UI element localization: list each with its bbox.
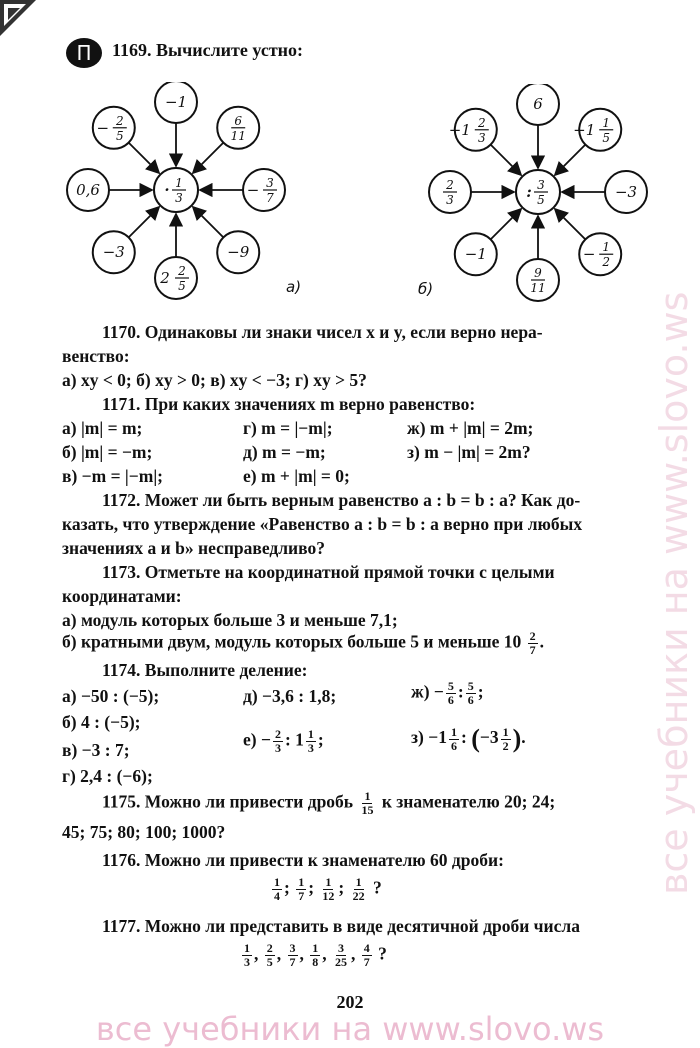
task-1174-line1: 1174. Выполните деление:: [102, 660, 308, 680]
task-1171-r3c2: е) m + |m| = 0;: [243, 466, 350, 486]
task-1171-r1c1: а) |m| = m;: [62, 418, 143, 438]
diagram-b-outer-label-0: [533, 95, 543, 113]
diagram-a-arrow-1: [193, 143, 223, 173]
diagram-a-outer-label-3: [227, 243, 250, 261]
task-1177-fractions: $\frac{1}{3}$ , $\frac{2}{5}$ , $\frac{3}{7}$ , $\frac{1}{8}$ , $\frac{3}{25}$ , $\frac{4}{7}$ ?: [244, 941, 387, 969]
diagram-b-arrow-3: [555, 209, 585, 239]
diagram-a: [66, 82, 286, 302]
svg-text:3: 3: [175, 191, 183, 205]
task-1174-e: е) − $\frac{2}{3}$ : 1 $\frac{1}{3}$ ;: [243, 727, 324, 755]
svg-text:2: 2: [477, 115, 486, 130]
task-1176-line1: 1176. Можно ли привести к знаменателю 60 дроби:: [102, 850, 504, 870]
svg-text:−: −: [96, 118, 110, 137]
svg-text:−: −: [582, 245, 596, 264]
task-1170-line1: 1170. Одинаковы ли знаки чисел x и y, если верно нера-: [102, 322, 543, 342]
task-1172-line2: казать, что утверждение «Равенство a : b = b : a верно при любых: [62, 514, 583, 534]
task-1174-v: в) −3 : 7;: [62, 740, 130, 760]
task-1174-g: г) 2,4 : (−6);: [62, 766, 153, 786]
task-number: 1169.: [112, 40, 152, 60]
diagram-b-outer-label-2: [615, 183, 637, 201]
fraction: $\frac{2}{7}$: [529, 629, 536, 657]
task-1173-line4: б) кратными двум, модуль которых больше 5 и меньше 10 $\frac{2}{7}$ .: [62, 629, 545, 657]
task-1174-zh: ж) − $\frac{5}{6}$ : $\frac{5}{6}$ ;: [411, 679, 484, 707]
svg-text:−3: −3: [102, 243, 125, 262]
task-1177-line1: 1177. Можно ли представить в виде десятичной дроби числа: [102, 916, 580, 936]
task-1173-line4-text: б) кратными двум, модуль которых больше 5 и меньше 10: [62, 631, 522, 652]
task-1171-r1c2: г) m = |−m|;: [243, 418, 333, 438]
svg-text:·: ·: [164, 181, 170, 199]
task-1171-line1: 1171. При каких значениях m верно равенство:: [102, 394, 476, 414]
svg-text:2: 2: [602, 255, 611, 270]
svg-text:1: 1: [175, 176, 183, 190]
task-1172-line1: 1172. Может ли быть верным равенство a : b = b : a? Как до-: [102, 490, 581, 510]
svg-text:5: 5: [602, 130, 611, 145]
svg-text:−3: −3: [614, 183, 638, 201]
diagram-a-outer-label-0: [165, 93, 187, 111]
svg-text:5: 5: [537, 193, 545, 207]
svg-text:1: 1: [602, 240, 611, 255]
svg-text:3: 3: [537, 178, 545, 192]
diagram-a-arrow-3: [193, 207, 223, 237]
svg-text:1: 1: [602, 115, 611, 130]
svg-text:−9: −9: [227, 243, 250, 262]
diagram-b-arrow-5: [491, 209, 521, 239]
svg-text:2: 2: [446, 178, 454, 192]
svg-text:9: 9: [534, 266, 542, 280]
task-1175-line1: 1175. Можно ли привести дробь $\frac{1}{15}$ к знаменателю 20; 24;: [102, 789, 556, 817]
svg-text:6: 6: [234, 113, 243, 128]
task-1173-line3: а) модуль которых больше 3 и меньше 7,1;: [62, 610, 398, 630]
svg-text::: :: [526, 183, 532, 201]
task-1171-r2c3: з) m − |m| = 2m?: [407, 442, 531, 462]
svg-text:2: 2: [160, 269, 170, 287]
svg-text:−: −: [246, 181, 260, 199]
svg-text:0,6: 0,6: [76, 181, 100, 199]
svg-text:−1: −1: [464, 245, 487, 264]
diagram-b-label: б): [418, 280, 434, 298]
task-1174-a: а) −50 : (−5);: [62, 686, 160, 706]
svg-text:2: 2: [178, 264, 186, 278]
svg-text:5: 5: [178, 279, 186, 293]
task-marker: П: [66, 38, 102, 68]
svg-text:7: 7: [266, 191, 274, 205]
svg-text:3: 3: [266, 176, 274, 190]
task-1171-r2c1: б) |m| = −m;: [62, 442, 153, 462]
page-number: 202: [336, 992, 364, 1012]
diagram-b-arrow-1: [555, 145, 585, 175]
diagram-a-outer-label-6: [76, 181, 100, 199]
task-1173-line2: координатами:: [62, 586, 182, 606]
diagram-a-label: а): [286, 278, 302, 296]
watermark-bottom: все учебники на www.slovo.ws: [95, 1010, 605, 1048]
diagram-b-outer-label-5: [465, 245, 487, 263]
diagram-a-arrow-5: [129, 207, 159, 237]
diagram-a-outer-label-5: [103, 243, 125, 261]
svg-text:2: 2: [115, 113, 124, 128]
task-1171-r3c1: в) −m = |−m|;: [62, 466, 164, 486]
svg-text:3: 3: [446, 193, 454, 207]
task-1173-line1: 1173. Отметьте на координатной прямой точки с целыми: [102, 562, 555, 582]
corner-ornament-icon: [0, 0, 36, 36]
svg-text:−1: −1: [164, 93, 188, 111]
task-1171-r2c2: д) m = −m;: [243, 442, 326, 462]
svg-text:5: 5: [115, 128, 124, 143]
svg-text:3: 3: [477, 130, 486, 145]
task-1176-fractions: $\frac{1}{4}$ ; $\frac{1}{7}$ ; $\frac{1}{12}$ ; $\frac{1}{22}$ ?: [274, 875, 382, 903]
task-1174-d: д) −3,6 : 1,8;: [243, 686, 337, 706]
diagram-b-arrow-7: [491, 145, 521, 175]
task-1175-line2: 45; 75; 80; 100; 1000?: [62, 822, 226, 842]
task-1171-r1c3: ж) m + |m| = 2m;: [407, 418, 534, 438]
watermark-side: все учебники на www.slovo.ws: [652, 291, 696, 895]
task-1174-z: з) −1 $\frac{1}{6}$ : (−3 $\frac{1}{2}$ ).: [411, 724, 526, 753]
svg-text:−1: −1: [573, 120, 596, 139]
diagram-b: [428, 84, 648, 304]
diagram-a-arrow-7: [129, 143, 159, 173]
task-text: Вычислите устно:: [156, 40, 304, 60]
task-1174-b: б) 4 : (−5);: [62, 712, 141, 732]
task-1170-line3: а) xy < 0; б) xy > 0; в) xy < −3; г) xy > 5?: [62, 370, 367, 390]
svg-text:11: 11: [530, 281, 546, 295]
svg-text:11: 11: [230, 128, 246, 143]
task-1172-line3: значениях a и b» несправедливо?: [62, 538, 325, 558]
svg-text:−1: −1: [448, 120, 471, 139]
svg-text:6: 6: [533, 95, 543, 113]
task-1170-line2: венство:: [62, 346, 130, 366]
task-1169-heading: [112, 40, 303, 61]
